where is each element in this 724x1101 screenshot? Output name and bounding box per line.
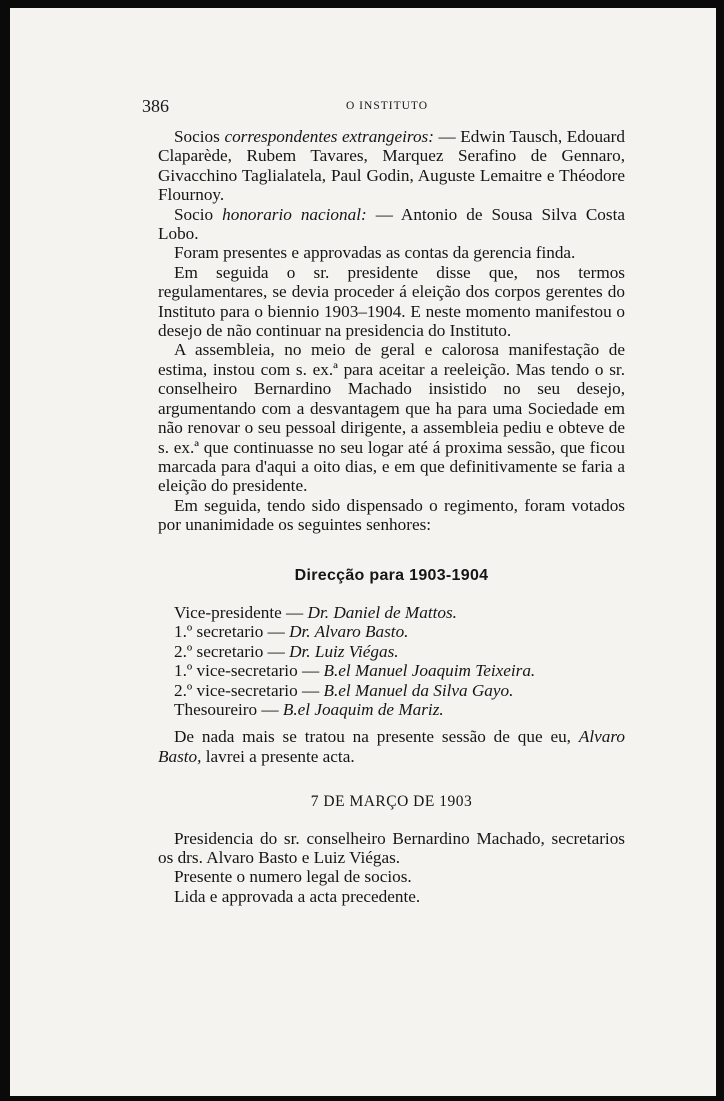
- paragraph-closing: [158, 727, 625, 766]
- text-run: Socios: [174, 127, 225, 146]
- running-head: O INSTITUTO: [346, 100, 429, 112]
- text-run: De nada mais se tratou na presente sessão de que eu,: [174, 727, 579, 747]
- list-item: [158, 642, 625, 661]
- secretary-name: Alvaro Basto,: [158, 727, 625, 766]
- officer-role: Thesoureiro —: [174, 699, 283, 719]
- text-run: lavrei a presente acta.: [201, 746, 355, 766]
- text-run: Socio: [174, 204, 223, 224]
- list-item: [158, 661, 625, 680]
- officer-name: Dr. Luiz Viégas.: [289, 641, 399, 661]
- list-item: [158, 622, 625, 641]
- italic-label: honorario nacional:: [222, 204, 367, 224]
- page-number: 386: [142, 96, 169, 116]
- paragraph-vote: Em seguida, tendo sido dispensado o regimento, foram votados por unanimidade os seguintes senhores:: [158, 495, 625, 535]
- text-run: — Edwin Tausch, Edouard Claparède, Rubem Tavares, Marquez Serafino de Gennaro, Givacchino Taglialatela, Paul Godin, Auguste Lemaitre e Théodore Flournoy.: [158, 127, 625, 205]
- officer-role: 2.º secretario —: [174, 641, 290, 661]
- date-heading: 7 DE MARÇO DE 1903: [310, 793, 473, 811]
- page-header: [10, 96, 716, 120]
- italic-label: correspondentes extrangeiros:: [224, 127, 434, 146]
- officer-role: 2.º vice-secretario —: [174, 680, 324, 700]
- officer-role: 1.º secretario —: [174, 622, 290, 642]
- body-text: [158, 127, 625, 906]
- officers-list: [158, 603, 625, 719]
- officer-name: B.el Joaquim de Mariz.: [282, 699, 444, 719]
- paragraph-minutes: Lida e approvada a acta precedente.: [174, 886, 421, 906]
- section-title: Direcção para 1903-1904: [294, 566, 489, 584]
- list-item: [158, 603, 625, 622]
- officer-role: 1.º vice-secretario —: [174, 661, 324, 681]
- officer-name: Dr. Alvaro Basto.: [289, 622, 409, 642]
- paragraph-presidency: Presidencia do sr. conselheiro Bernardino Machado, secretarios os drs. Alvaro Basto e Luiz Viégas.: [158, 828, 625, 867]
- paragraph-assembly: A assembleia, no meio de geral e calorosa manifestação de estima, instou com s. ex.ª para aceitar a reeleição. Mas tendo o sr. conselheiro Bernardino Machado insistido no seu desejo, argumentando com a desvantagem que ha para uma Sociedade em não renovar o seu pessoal dirigente, a assembleia pediu e obteve de s. ex.ª que continuasse no seu logar até á proxima sessão, que ficou marcada para d'aqui a oito dias, e em que definitivamente se faria a eleição do presidente.: [158, 340, 625, 496]
- officer-name: B.el Manuel da Silva Gayo.: [323, 680, 514, 700]
- paragraph-corresponding-members: [158, 127, 625, 205]
- list-item: [158, 681, 625, 700]
- paragraph-elections: Em seguida o sr. presidente disse que, nos termos regulamentares, se devia proceder á eleição dos corpos gerentes do Instituto para o biennio 1903–1904. E neste momento manifestou o desejo de não continuar na presidencia do Instituto.: [158, 262, 625, 341]
- officer-role: Vice-presidente —: [174, 602, 308, 622]
- officer-name: B.el Manuel Joaquim Teixeira.: [323, 661, 536, 681]
- paragraph-accounts: Foram presentes e approvadas as contas da gerencia finda.: [174, 243, 576, 263]
- paragraph-quorum: Presente o numero legal de socios.: [174, 867, 412, 887]
- book-page: [10, 8, 716, 1096]
- officer-name: Dr. Daniel de Mattos.: [307, 602, 457, 622]
- list-item: [158, 700, 625, 719]
- text-run: — Antonio de Sousa Silva Costa Lobo.: [158, 204, 625, 244]
- paragraph-honorary-member: [158, 205, 625, 244]
